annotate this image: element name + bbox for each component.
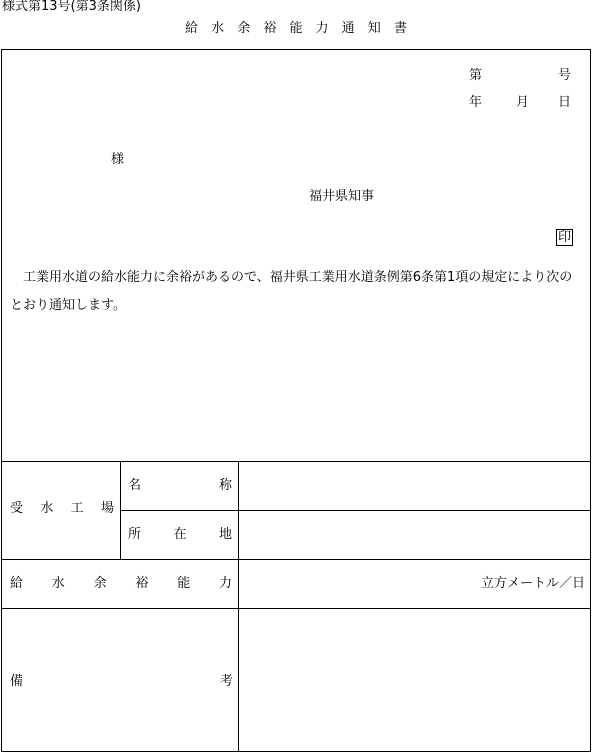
label-char: 力 — [315, 21, 329, 36]
label-char: 能 — [289, 21, 303, 36]
date-year: 年 — [469, 95, 483, 110]
group-divider — [120, 461, 121, 559]
document-title — [185, 22, 407, 35]
capacity-label — [10, 577, 232, 590]
issuer-name: 福井県知事 — [309, 189, 375, 204]
date-day: 日 — [558, 95, 572, 110]
label-char: 書 — [393, 21, 407, 36]
group-label — [10, 502, 114, 515]
capacity-unit: 立方メートル／日 — [480, 576, 585, 591]
name-row-rule — [120, 510, 591, 511]
label-char: 給 — [10, 576, 24, 591]
remarks-value[interactable] — [244, 616, 584, 746]
date-month: 月 — [516, 95, 530, 110]
label-char: 称 — [218, 478, 232, 493]
remarks-label-right: 考 — [220, 674, 234, 689]
label-char: 水 — [40, 501, 54, 516]
form-number: 様式第13号(第3条関係) — [2, 0, 141, 14]
label-char: 給 — [185, 21, 199, 36]
label-char: 裕 — [135, 576, 149, 591]
label-char: 地 — [218, 527, 232, 542]
notice-body — [10, 264, 582, 320]
label-char: 場 — [100, 501, 114, 516]
label-char: 余 — [237, 21, 251, 36]
factory-name-value[interactable] — [244, 479, 584, 499]
notice-body-text: 工業用水道の給水能力に余裕があるので、福井県工業用水道条例第6条第1項の規定により次のとおり通知します。 — [10, 270, 573, 313]
seal-mark: 印 — [558, 230, 572, 245]
label-char: 知 — [367, 21, 381, 36]
label-char: 名 — [128, 478, 142, 493]
addressee-suffix: 様 — [111, 152, 125, 167]
table-top-rule — [1, 461, 591, 462]
receiver-bottom-rule — [1, 559, 591, 560]
label-value-divider — [238, 461, 239, 752]
label-char: 通 — [341, 21, 355, 36]
label-char: 余 — [93, 576, 107, 591]
number-prefix: 第 — [469, 68, 483, 83]
label-char: 在 — [173, 527, 187, 542]
label-char: 受 — [10, 501, 24, 516]
label-char: 水 — [51, 576, 65, 591]
name-label — [128, 479, 232, 492]
label-char: 所 — [128, 527, 142, 542]
label-char: 工 — [70, 501, 84, 516]
label-char: 水 — [211, 21, 225, 36]
label-char: 能 — [177, 576, 191, 591]
factory-location-value[interactable] — [244, 528, 584, 548]
number-suffix: 号 — [558, 68, 572, 83]
location-label — [128, 528, 232, 541]
remarks-label-left: 備 — [10, 674, 24, 689]
label-char: 裕 — [263, 21, 277, 36]
capacity-bottom-rule — [1, 608, 591, 609]
label-char: 力 — [218, 576, 232, 591]
